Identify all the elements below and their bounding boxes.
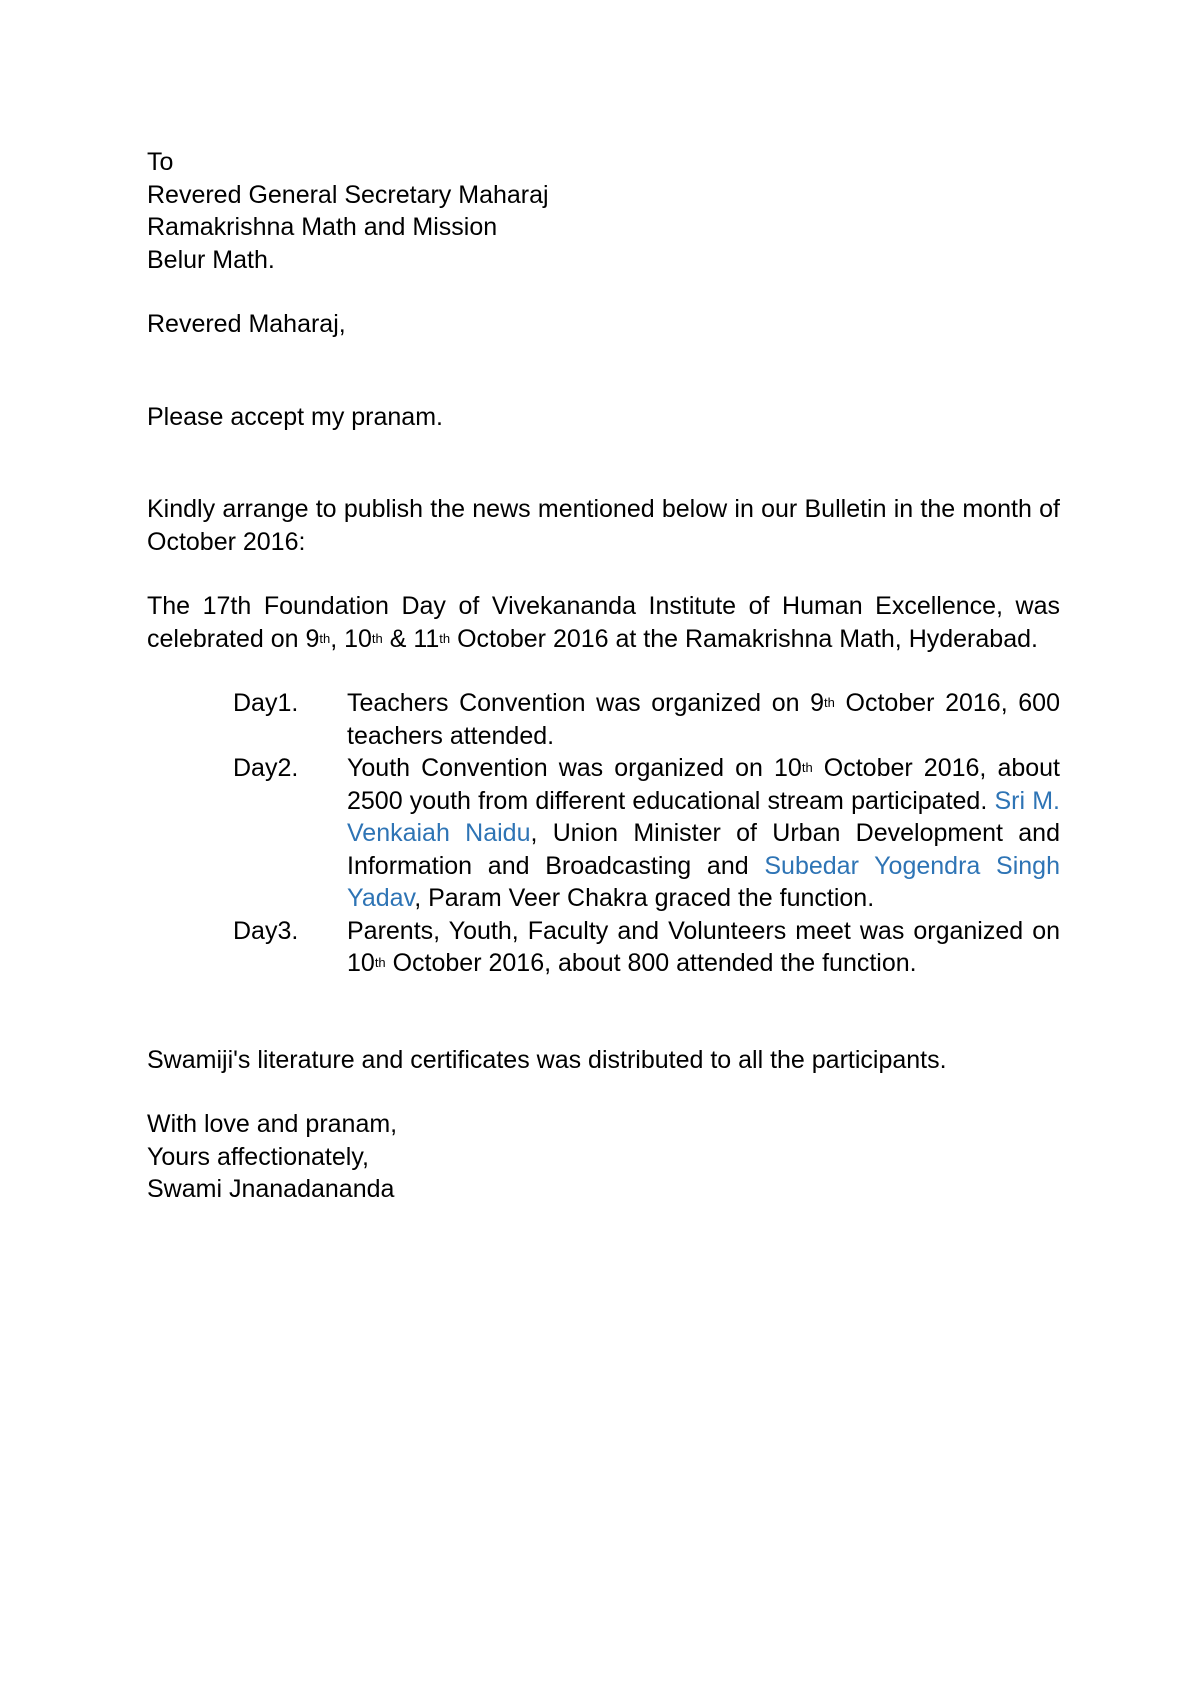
signoff [147, 1108, 1060, 1206]
recipient-address [147, 146, 1060, 276]
intro-text-1: The 17th Foundation Day of Vivekananda Institute of Human Excellence, was celebrated on 9 [147, 592, 1060, 653]
closing-paragraph: Swamiji's literature and certificates was distributed to all the participants. [147, 1045, 947, 1074]
address-to: To [147, 148, 174, 176]
request-paragraph: Kindly arrange to publish the news mentioned below in our Bulletin in the month of October 2016: [147, 495, 1060, 556]
day-text-part: , Union Minister of Urban Development and Information and Broadcasting and [347, 819, 1060, 880]
day-label: Day1. [233, 689, 299, 717]
signoff-line-2: Yours affectionately, [147, 1142, 369, 1171]
day-item [233, 687, 1060, 752]
link-venkaiah-naidu[interactable]: Sri M. Venkaiah Naidu [347, 786, 1060, 847]
day-text-part: , Param Veer Chakra graced the function. [414, 884, 875, 912]
letter [147, 146, 1060, 1206]
day-text [347, 687, 1060, 752]
intro-sup-3: th [439, 630, 451, 646]
day-text-part: Youth Convention was organized on 10 [347, 754, 802, 782]
signature-name: Swami Jnanadananda [147, 1175, 395, 1203]
day-item [233, 915, 1060, 980]
signoff-line-1: With love and pranam, [147, 1110, 398, 1138]
intro-sup-1: th [319, 630, 331, 646]
day-text [347, 915, 1060, 980]
day-text-part: Parents, Youth, Faculty and Volunteers meet was organized on 10 [347, 916, 1060, 977]
address-line-2: Ramakrishna Math and Mission [147, 213, 498, 241]
address-line-3: Belur Math. [147, 245, 275, 274]
day-sup: th [801, 760, 813, 775]
day-label: Day2. [233, 754, 299, 782]
intro-text-4: October 2016 at the Ramakrishna Math, Hyderabad. [450, 624, 1038, 653]
day-text [347, 752, 1060, 915]
salutation: Revered Maharaj, [147, 310, 346, 338]
day-sup: th [824, 695, 835, 710]
day-label: Day3. [233, 916, 299, 945]
intro-paragraph [147, 590, 1060, 655]
greeting: Please accept my pranam. [147, 402, 443, 431]
intro-sup-2: th [371, 630, 383, 646]
intro-text-3: & 11 [382, 624, 440, 653]
address-line-1: Revered General Secretary Maharaj [147, 180, 549, 209]
day-text-part: October 2016, 600 teachers attended. [347, 689, 1060, 750]
day-text-part: October 2016, about 2500 youth from different educational stream participated. [347, 754, 1061, 815]
day-sup: th [374, 955, 386, 970]
day-item [233, 752, 1060, 915]
day-list [233, 687, 1060, 980]
intro-text-2: , 10 [330, 624, 372, 653]
day-text-part: Teachers Convention was organized on 9 [347, 689, 825, 717]
link-yogendra-singh-yadav[interactable]: Subedar Yogendra Singh Yadav [347, 851, 1060, 912]
day-text-part: October 2016, about 800 attended the function. [385, 949, 917, 977]
